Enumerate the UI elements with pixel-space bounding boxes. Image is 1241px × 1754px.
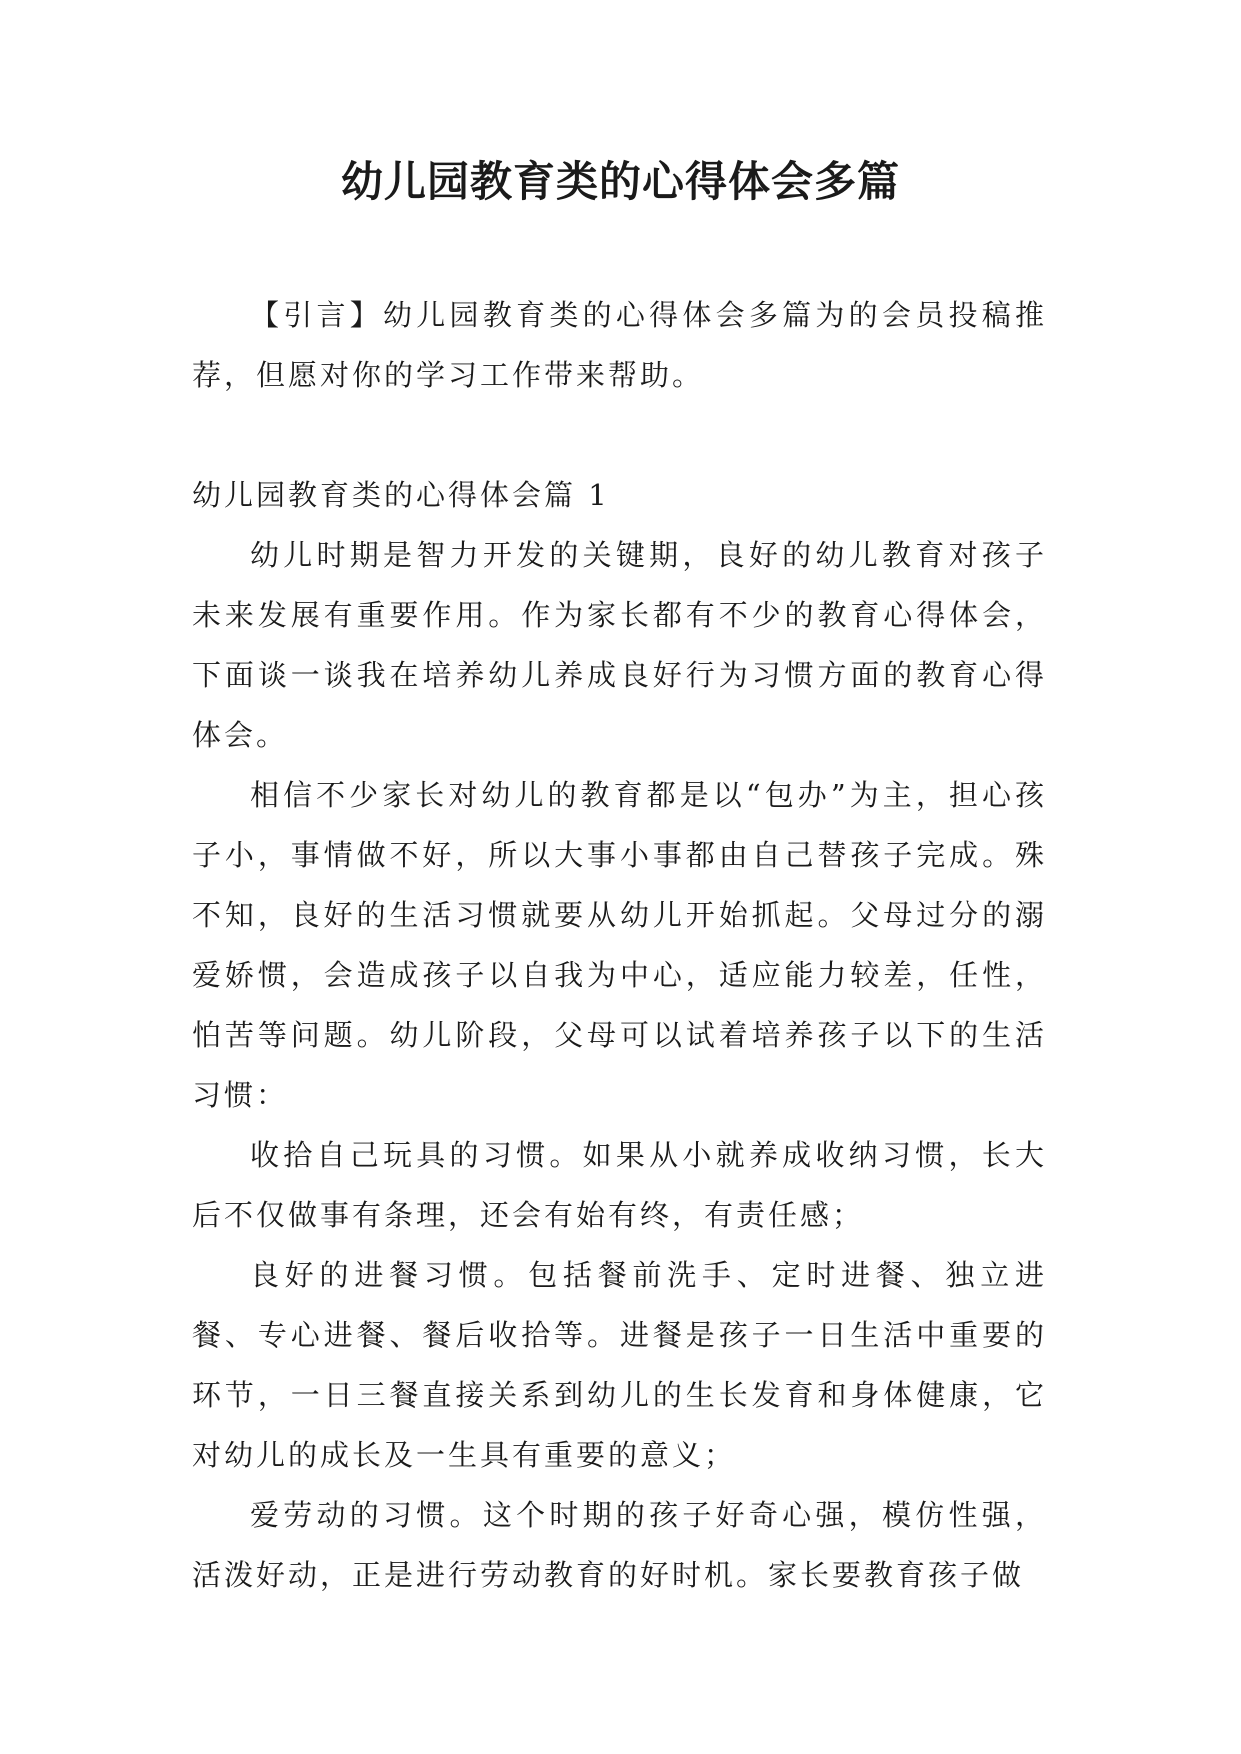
document-body <box>192 285 1047 1605</box>
body-paragraph: 良好的进餐习惯。包括餐前洗手、定时进餐、独立进餐、专心进餐、餐后收拾等。进餐是孩子一日生活中重要的环节，一日三餐直接关系到幼儿的生长发育和身体健康，它对幼儿的成长及一生具有重要的意义； <box>192 1258 1047 1472</box>
body-paragraph: 相信不少家长对幼儿的教育都是以“包办”为主，担心孩子小，事情做不好，所以大事小事都由自己替孩子完成。殊不知，良好的生活习惯就要从幼儿开始抓起。父母过分的溺爱娇惯，会造成孩子以自我为中心，适应能力较差，任性，怕苦等问题。幼儿阶段，父母可以试着培养孩子以下的生活习惯： <box>192 778 1047 1112</box>
intro-paragraph: 【引言】幼儿园教育类的心得体会多篇为的会员投稿推荐，但愿对你的学习工作带来帮助。 <box>192 298 1047 392</box>
body-paragraph: 收拾自己玩具的习惯。如果从小就养成收纳习惯，长大后不仅做事有条理，还会有始有终，有责任感； <box>192 1138 1047 1232</box>
section-heading: 幼儿园教育类的心得体会篇 1 <box>192 478 610 512</box>
body-paragraph: 爱劳动的习惯。这个时期的孩子好奇心强，模仿性强，活泼好动，正是进行劳动教育的好时机。家长要教育孩子做 <box>192 1498 1047 1592</box>
body-paragraph: 幼儿时期是智力开发的关键期，良好的幼儿教育对孩子未来发展有重要作用。作为家长都有不少的教育心得体会，下面谈一谈我在培养幼儿养成良好行为习惯方面的教育心得体会。 <box>192 538 1047 752</box>
document-title: 幼儿园教育类的心得体会多篇 <box>340 157 900 206</box>
